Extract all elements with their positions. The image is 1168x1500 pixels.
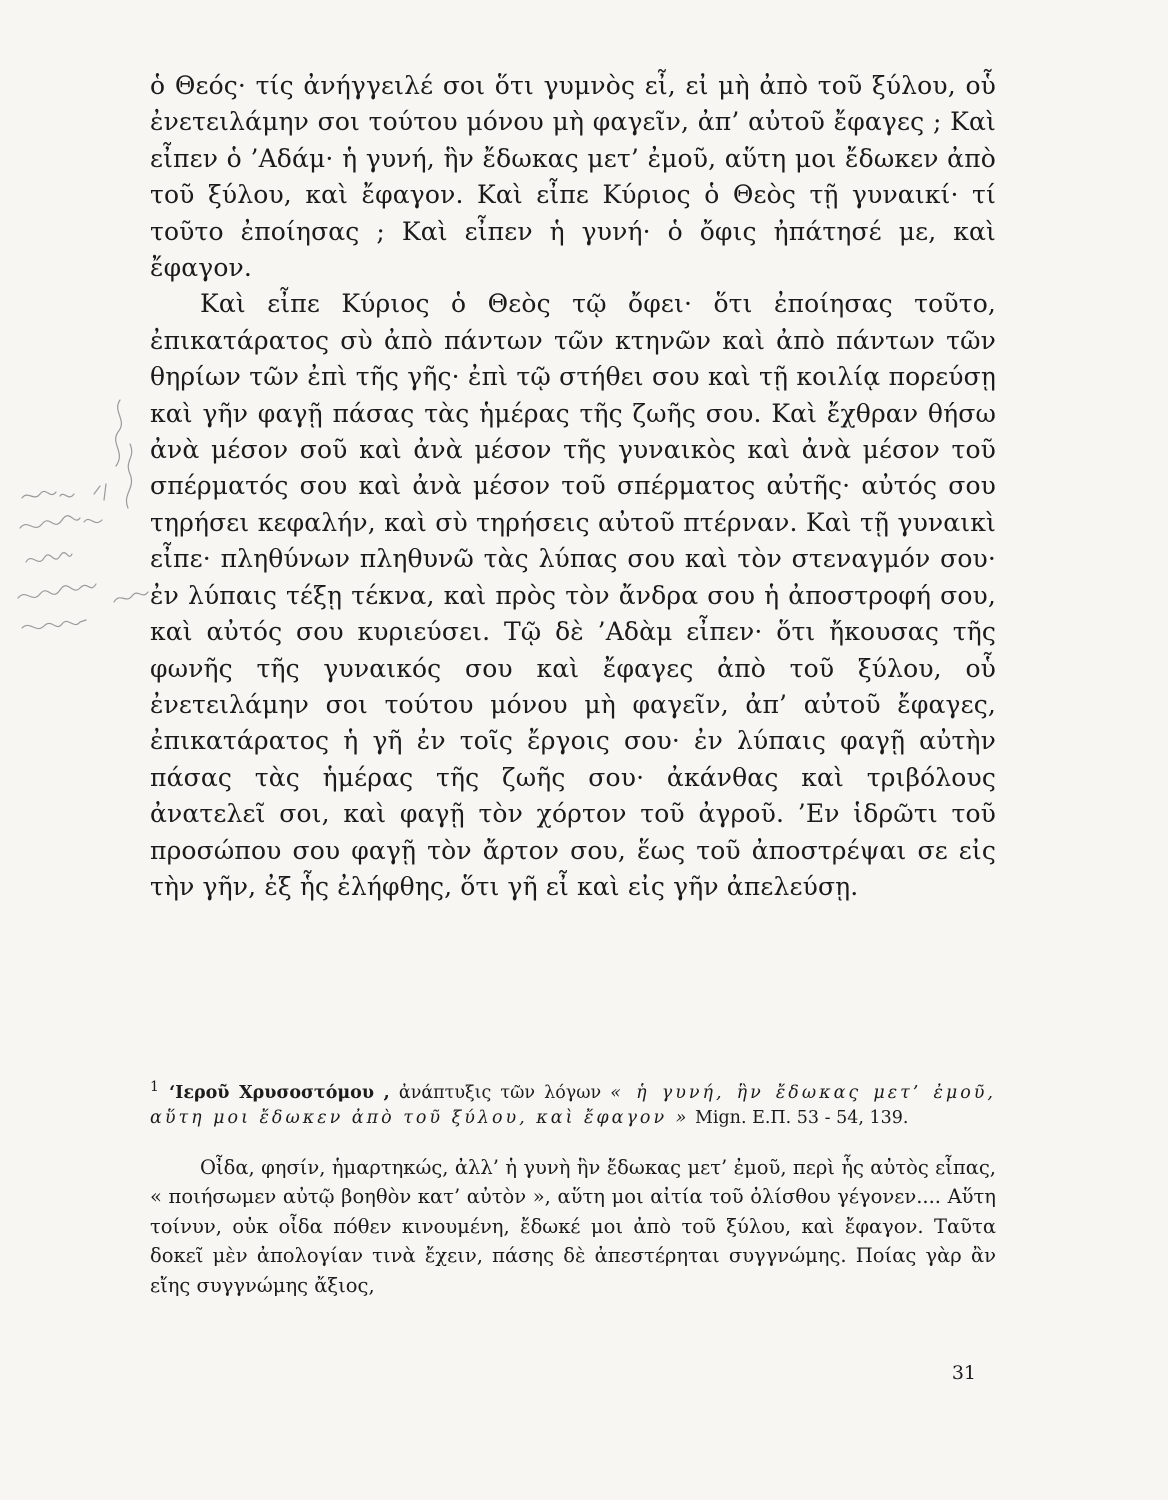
main-text-block [150,68,996,905]
footnote-reference: Mign. Ε.Π. 53 - 54, 139. [694,1107,909,1128]
footnote [150,1075,996,1131]
commentary-block [150,1153,996,1300]
pencil-signature-mark [114,592,148,602]
main-paragraph-1: ὁ Θεός· τίς ἀνήγγειλέ σοι ὅτι γυμνὸς εἶ, εἰ μὴ ἀπὸ τοῦ ξύλου, οὗ ἐνετειλάμην σοι τούτου μόνου μὴ φαγεῖν, ἀπ’ αὐτοῦ ἔφαγες ; Καὶ εἶπεν ὁ ’Αδάμ· ἡ γυνή, ἣν ἔδωκας μετ’ ἐμοῦ, αὕτη μοι ἔδωκεν ἀπὸ τοῦ ξύλου, καὶ ἔφαγον. Καὶ εἶπε Κύριος ὁ Θεὸς τῇ γυναικί· τί τοῦτο ἐποίησας ; Καὶ εἶπεν ἡ γυνή· ὁ ὄφις ἠπάτησέ με, καὶ ἔφαγον. [150,71,996,283]
pencil-scribble-line-1 [22,484,106,500]
footnote-quote: « ἡ γυνή, ἣν ἔδωκας μετ’ ἐμοῦ, αὕτη μοι ἔδωκεν ἀπὸ τοῦ ξύλου, καὶ ἔφαγον » [150,1082,996,1128]
main-paragraph-2: Καὶ εἶπε Κύριος ὁ Θεὸς τῷ ὄφει· ὅτι ἐποίησας τοῦτο, ἐπικατάρατος σὺ ἀπὸ πάντων τῶν κτηνῶν καὶ ἀπὸ πάντων τῶν θηρίων τῶν ἐπὶ τῆς γῆς· ἐπὶ τῷ στήθει σου καὶ τῇ κοιλίᾳ πορεύσῃ καὶ γῆν φαγῇ πάσας τὰς ἡμέρας τῆς ζωῆς σου. Καὶ ἔχθραν θήσω ἀνὰ μέσον σοῦ καὶ ἀνὰ μέσον τῆς γυναικὸς καὶ ἀνὰ μέσον τοῦ σπέρματός σου καὶ ἀνὰ μέσον τοῦ σπέρματος αὐτῆς· αὐτός σου τηρήσει κεφαλήν, καὶ σὺ τηρήσεις αὐτοῦ πτέρναν. Καὶ τῇ γυναικὶ εἶπε· πληθύνων πληθυνῶ τὰς λύπας σου καὶ τὸν στεναγμόν σου· ἐν λύπαις τέξῃ τέκνα, καὶ πρὸς τὸν ἄνδρα σου ἡ ἀποστροφή σου, καὶ αὐτός σου κυριεύσει. Τῷ δὲ ’Αδὰμ εἶπεν· ὅτι ἤκουσας τῆς φωνῆς τῆς γυναικός σου καὶ ἔφαγες ἀπὸ τοῦ ξύλου, οὗ ἐνετειλάμην σοι τούτου μόνου μὴ φαγεῖν, ἀπ’ αὐτοῦ ἔφαγες, ἐπικατάρατος ἡ γῆ ἐν τοῖς ἔργοις σου· ἐν λύπαις φαγῇ αὐτὴν πάσας τὰς ἡμέρας τῆς ζωῆς σου· ἀκάνθας καὶ τριβόλους ἀνατελεῖ σοι, καὶ φαγῇ τὸν χόρτον τοῦ ἀγροῦ. ’Εν ἱδρῶτι τοῦ προσώπου σου φαγῇ τὸν ἄρτον σου, ἕως τοῦ ἀποστρέψαι σε εἰς τὴν γῆν, ἐξ ἧς ἐλήφθης, ὅτι γῆ εἶ καὶ εἰς γῆν ἀπελεύσῃ. [150,289,996,901]
footnote-intro: ἀνάπτυξις τῶν λόγων [398,1082,602,1103]
pencil-scribble-line-4 [18,584,96,598]
commentary-paragraph: Οἶδα, φησίν, ἡμαρτηκώς, ἀλλ’ ἡ γυνὴ ἣν ἔδωκας μετ’ ἐμοῦ, περὶ ἧς αὐτὸς εἶπας, « ποιήσωμεν αὐτῷ βοηθὸν κατ’ αὐτὸν », αὕτη μοι αἰτία τοῦ ὀλίσθου γέγονεν.... Αὕτη τοίνυν, οὐκ οἶδα πόθεν κινουμένη, ἔδωκέ μοι ἀπὸ τοῦ ξύλου, καὶ ἔφαγον. Ταῦτα δοκεῖ μὲν ἀπολογίαν τινὰ ἔχειν, πάσης δὲ ἀπεστέρηται συγγνώμης. Ποίας γὰρ ἂν εἴης συγγνώμης ἄξιος, [150,1156,996,1297]
pencil-bracket-mark [116,400,122,466]
pencil-scribble-line-2 [20,516,102,528]
handwritten-margin-notes [0,0,160,720]
pencil-scribble-line-3 [26,553,72,562]
pencil-scribble-line-5 [22,620,86,629]
page-number: 31 [951,1362,976,1384]
pencil-vertical-note [126,444,131,508]
footnote-marker: 1 [150,1079,159,1095]
footnote-author: ‘Ιεροῦ Χρυσοστόμου , [169,1082,390,1103]
